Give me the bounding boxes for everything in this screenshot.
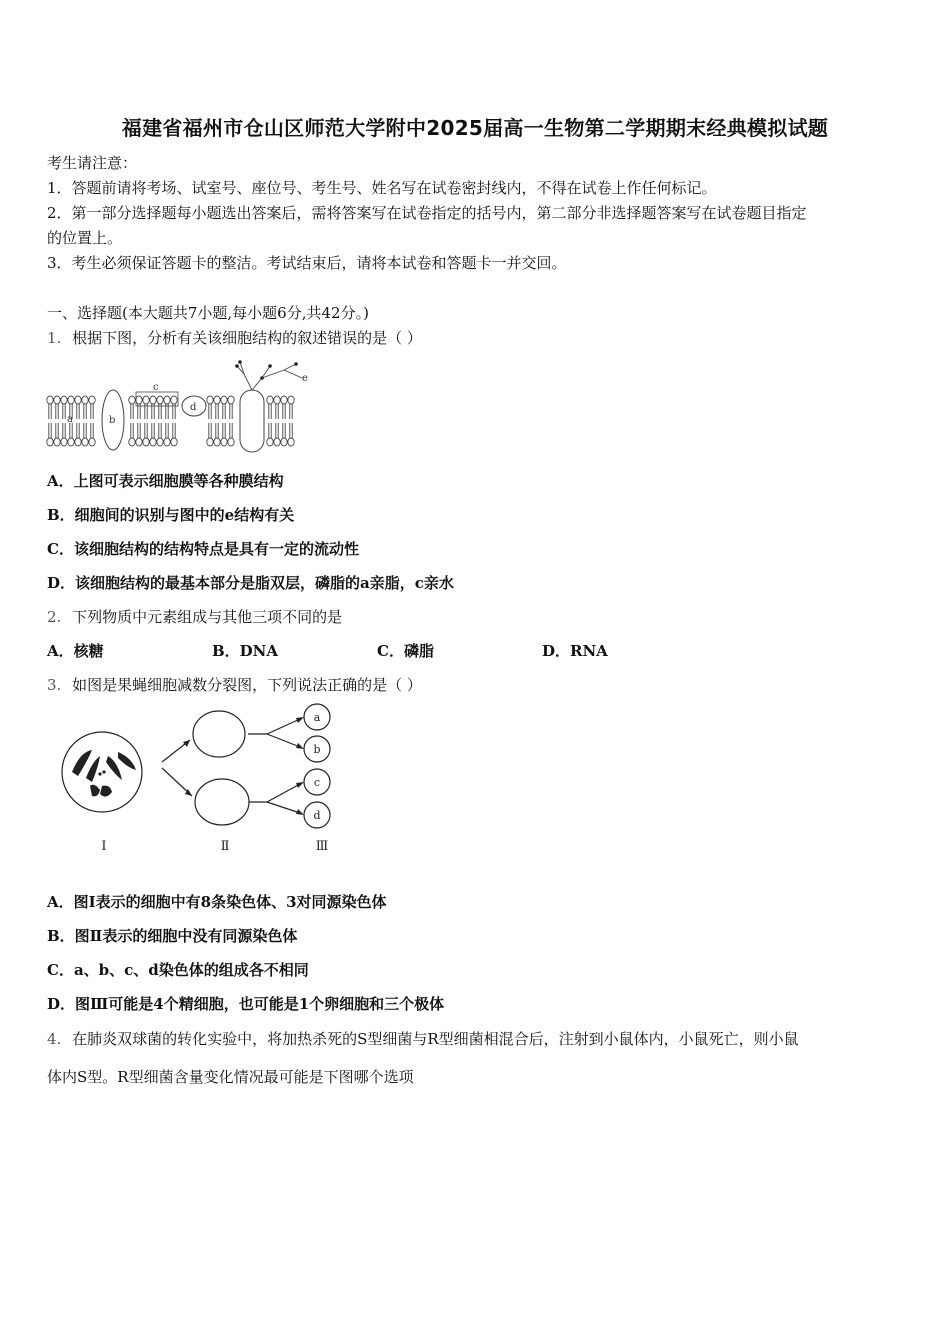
lipid-head bbox=[47, 396, 53, 404]
lipid-head bbox=[288, 438, 294, 446]
lipid-head bbox=[288, 396, 294, 404]
q3-option-c: C．a、b、c、d染色体的组成各不相同 bbox=[47, 961, 309, 979]
notice-item-3: 3．考生必须保证答题卡的整洁。考试结束后，请将本试卷和答题卡一并交回。 bbox=[47, 254, 567, 272]
label-d: d bbox=[190, 402, 197, 413]
q2-option-a: A．核糖 bbox=[47, 642, 104, 660]
notice-item-2: 2．第一部分选择题每小题选出答案后，需将答案写在试卷指定的括号内，第二部分非选择题答案写在试卷题目指定 bbox=[47, 204, 807, 222]
question-4-stem-line1: 在肺炎双球菌的转化实验中，将加热杀死的S型细菌与R型细菌相混合后，注射到小鼠体内，小鼠死亡，则小鼠 bbox=[72, 1030, 799, 1048]
notice-heading: 考生请注意： bbox=[47, 154, 138, 172]
lipid-head bbox=[150, 396, 156, 404]
label-b: b bbox=[313, 743, 321, 756]
q1-option-c: C．该细胞结构的结构特点是具有一定的流动性 bbox=[47, 540, 359, 558]
lipid-head bbox=[61, 396, 67, 404]
lipid-head bbox=[228, 396, 234, 404]
lipid-head bbox=[267, 396, 273, 404]
notice-item-1: 1．答题前请将考场、试室号、座位号、考生号、姓名写在试卷密封线内，不得在试卷上作任何标记。 bbox=[47, 179, 717, 197]
label-d: d bbox=[313, 809, 321, 822]
q3-option-d: D．图Ⅲ可能是4个精细胞，也可能是1个卵细胞和三个极体 bbox=[47, 995, 445, 1013]
meiosis-diagram bbox=[52, 700, 352, 860]
lipid-head bbox=[129, 396, 135, 404]
label-a: a bbox=[313, 711, 321, 724]
lipid-head bbox=[164, 396, 170, 404]
section-heading: 一、选择题(本大题共7小题,每小题6分,共42分。) bbox=[47, 304, 369, 322]
label-b: b bbox=[109, 415, 116, 426]
page-title: 福建省福州市仓山区师范大学附中2025届高一生物第二学期期末经典模拟试题 bbox=[121, 116, 829, 140]
question-1-stem: 根据下图，分析有关该细胞结构的叙述错误的是（ ） bbox=[72, 329, 422, 347]
lipid-head bbox=[214, 396, 220, 404]
lipid-head bbox=[228, 438, 234, 446]
lipid-head bbox=[221, 438, 227, 446]
q2-option-b: B．DNA bbox=[212, 642, 279, 660]
question-3 bbox=[47, 674, 422, 695]
cell-II-bottom bbox=[195, 779, 249, 825]
label-c: c bbox=[153, 382, 159, 393]
q3-option-a: A．图Ⅰ表示的细胞中有8条染色体、3对同源染色体 bbox=[47, 893, 387, 911]
lipid-head bbox=[61, 438, 67, 446]
lipid-head bbox=[267, 438, 273, 446]
label-e: e bbox=[302, 373, 308, 384]
lipid-head bbox=[157, 396, 163, 404]
lipid-head bbox=[54, 438, 60, 446]
membrane-diagram bbox=[44, 356, 314, 456]
q2-option-d: D．RNA bbox=[542, 642, 608, 660]
lipid-head bbox=[274, 396, 280, 404]
question-3-stem: 如图是果蝇细胞减数分裂图，下列说法正确的是（ ） bbox=[72, 676, 422, 694]
protein-large bbox=[240, 390, 264, 452]
q3-option-b: B．图Ⅱ表示的细胞中没有同源染色体 bbox=[47, 927, 298, 945]
lipid-head bbox=[214, 438, 220, 446]
lipid-head bbox=[143, 396, 149, 404]
lipid-head bbox=[47, 438, 53, 446]
lipid-head bbox=[136, 396, 142, 404]
cell-II-top bbox=[193, 711, 245, 757]
lipid-head bbox=[274, 438, 280, 446]
lipid-head bbox=[136, 438, 142, 446]
question-1-number: 1. bbox=[47, 329, 62, 347]
lipid-head bbox=[75, 438, 81, 446]
label-c: c bbox=[313, 776, 321, 789]
lipid-head bbox=[129, 438, 135, 446]
question-4-number: 4. bbox=[47, 1030, 62, 1048]
label-III: Ⅲ bbox=[315, 839, 329, 854]
lipid-head bbox=[157, 438, 163, 446]
question-2-number: 2. bbox=[47, 608, 62, 626]
lipid-head bbox=[171, 396, 177, 404]
label-a: a bbox=[67, 414, 73, 425]
label-I: Ⅰ bbox=[101, 839, 107, 854]
question-3-number: 3. bbox=[47, 676, 62, 694]
lipid-head bbox=[54, 396, 60, 404]
notice-item-2-cont: 的位置上。 bbox=[47, 229, 123, 247]
lipid-head bbox=[171, 438, 177, 446]
lipid-head bbox=[68, 438, 74, 446]
question-4 bbox=[47, 1028, 799, 1049]
lipid-head bbox=[207, 438, 213, 446]
question-2 bbox=[47, 606, 342, 627]
lipid-head bbox=[150, 438, 156, 446]
lipid-head bbox=[281, 438, 287, 446]
q1-option-d: D．该细胞结构的最基本部分是脂双层，磷脂的a亲脂，c亲水 bbox=[47, 574, 454, 592]
q2-options bbox=[47, 640, 747, 660]
lipid-head bbox=[89, 438, 95, 446]
lipid-head bbox=[207, 396, 213, 404]
lipid-head bbox=[143, 438, 149, 446]
lipid-head bbox=[164, 438, 170, 446]
label-II: Ⅱ bbox=[220, 839, 230, 854]
lipid-head bbox=[68, 396, 74, 404]
lipid-head bbox=[82, 438, 88, 446]
q1-option-b: B．细胞间的识别与图中的e结构有关 bbox=[47, 506, 295, 524]
question-2-stem: 下列物质中元素组成与其他三项不同的是 bbox=[72, 608, 343, 626]
lipid-head bbox=[75, 396, 81, 404]
lipid-head bbox=[89, 396, 95, 404]
lipid-head bbox=[281, 396, 287, 404]
lipid-head bbox=[221, 396, 227, 404]
q1-option-a: A．上图可表示细胞膜等各种膜结构 bbox=[47, 472, 284, 490]
question-1 bbox=[47, 327, 422, 348]
lipid-head bbox=[82, 396, 88, 404]
question-4-stem-line2: 体内S型。R型细菌含量变化情况最可能是下图哪个选项 bbox=[47, 1068, 414, 1086]
q2-option-c: C．磷脂 bbox=[377, 642, 434, 660]
